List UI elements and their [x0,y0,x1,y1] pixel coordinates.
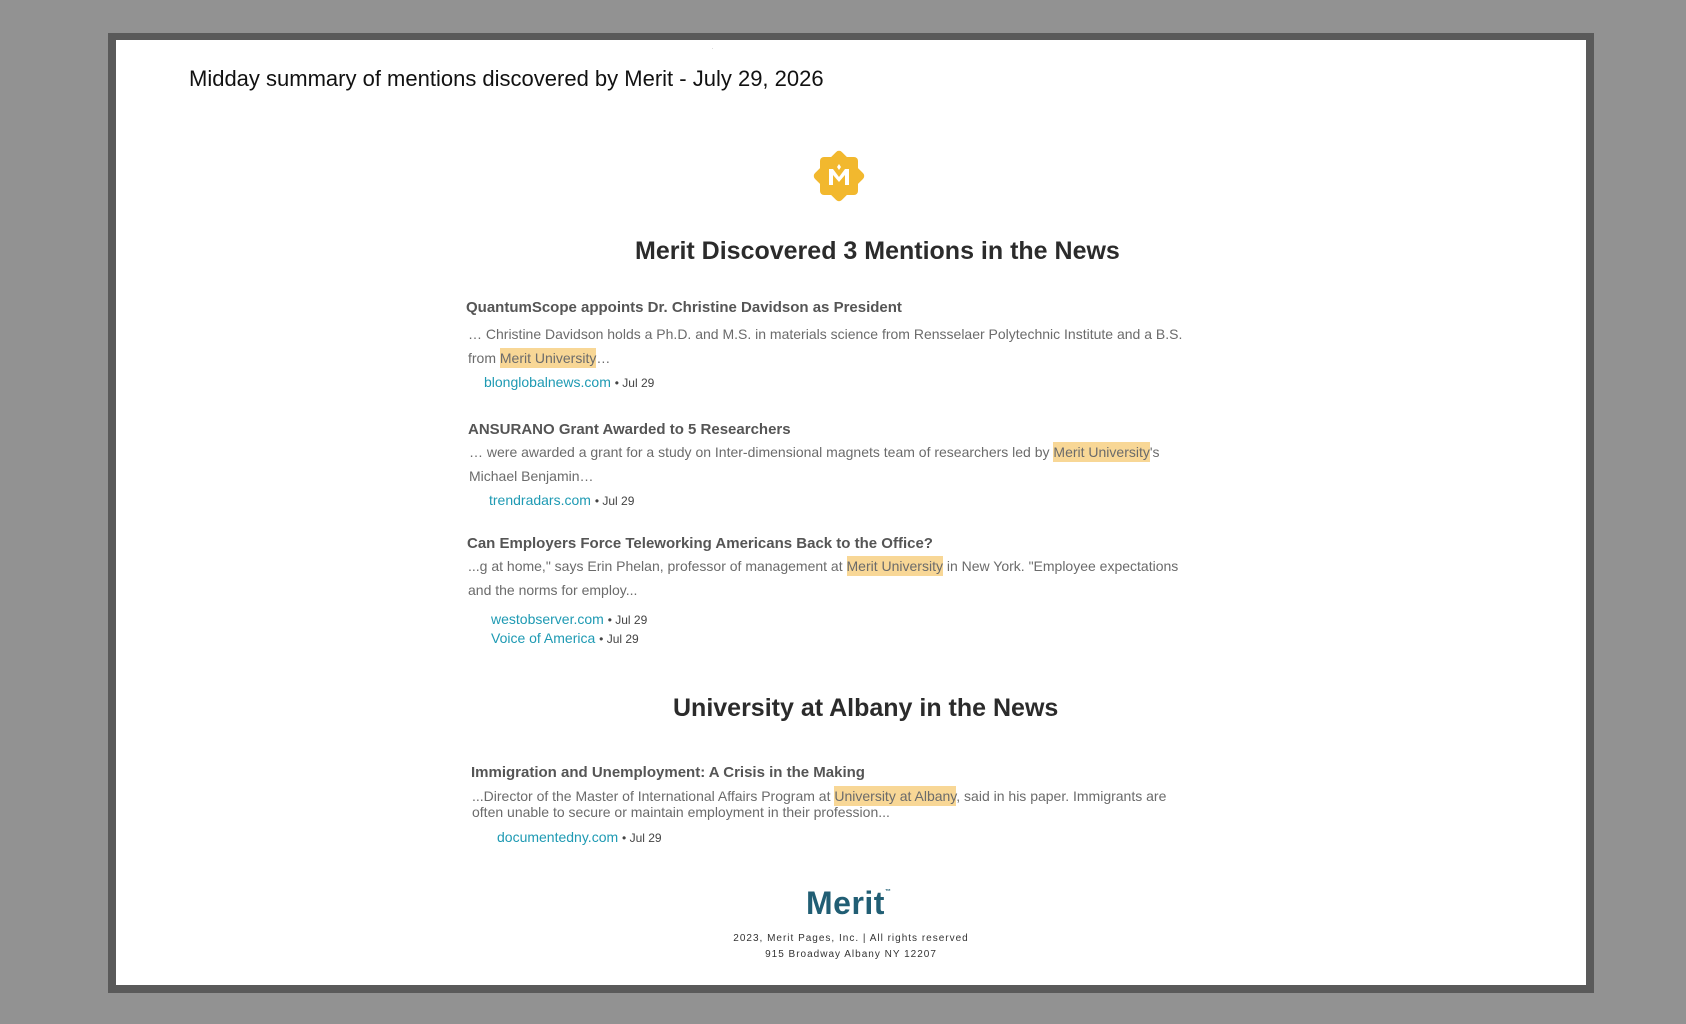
article-snippet: ...Director of the Master of International Affairs Program at University at Albany, said in his paper. Immigrants are often unable to secure or maintain employment in their profession... [472,788,1167,820]
article-snippet: … Christine Davidson holds a Ph.D. and M.S. in materials science from Rensselaer Polytechnic Institute and a B.S. from Merit University… [468,326,1183,366]
article-snippet: … were awarded a grant for a study on Inter-dimensional magnets team of researchers led by Merit University's Michael Benjamin… [469,444,1160,484]
article-title[interactable]: Immigration and Unemployment: A Crisis in the Making [471,764,865,781]
source-line [491,610,1197,629]
source-date: • Jul 29 [622,831,662,845]
article-ansurano-grant [468,421,1198,508]
article-immigration [471,764,1201,845]
section-title-albany: University at Albany in the News [673,694,1059,722]
article-teleworking [467,535,1197,648]
source-date: • Jul 29 [607,613,648,627]
mention-highlight: Merit University [1053,444,1150,460]
source-date: • Jul 29 [594,494,635,508]
article-title[interactable]: ANSURANO Grant Awarded to 5 Researchers [468,421,791,438]
source-line [497,829,1201,845]
email-page [116,40,1586,985]
source-link[interactable]: trendradars.com [489,492,591,508]
source-date: • Jul 29 [614,376,655,390]
source-date: • Jul 29 [599,632,639,646]
mention-highlight: Merit University [499,350,597,366]
footer-merit-logo[interactable]: Merit™ [806,885,892,921]
article-quantumscope [466,299,1196,390]
merit-badge-icon [712,49,866,203]
article-snippet: ...g at home," says Erin Phelan, professor of management at Merit University in New York. "Employee expectations and the norms for employ... [468,558,1179,598]
source-link[interactable]: westobserver.com [491,611,604,627]
mention-highlight: University at Albany [834,788,957,804]
logo-letter: M [712,49,713,50]
source-line [484,374,1196,390]
article-title[interactable]: Can Employers Force Teleworking Americans Back to the Office? [467,535,933,552]
mention-highlight: Merit University [846,558,943,574]
source-line [489,492,1198,508]
email-subject: Midday summary of mentions discovered by Merit - July 29, 2026 [189,66,824,91]
section-title-merit-mentions: Merit Discovered 3 Mentions in the News [635,237,1120,265]
source-link[interactable]: blonglobalnews.com [484,374,611,390]
source-line [491,629,1197,648]
footer-address: 915 Broadway Albany NY 12207 [765,949,937,960]
article-title[interactable]: QuantumScope appoints Dr. Christine Davidson as President [466,299,902,316]
source-link[interactable]: Voice of America [491,630,596,646]
source-link[interactable]: documentedny.com [497,829,619,845]
footer-copyright: 2023, Merit Pages, Inc. | All rights reserved [733,933,969,944]
